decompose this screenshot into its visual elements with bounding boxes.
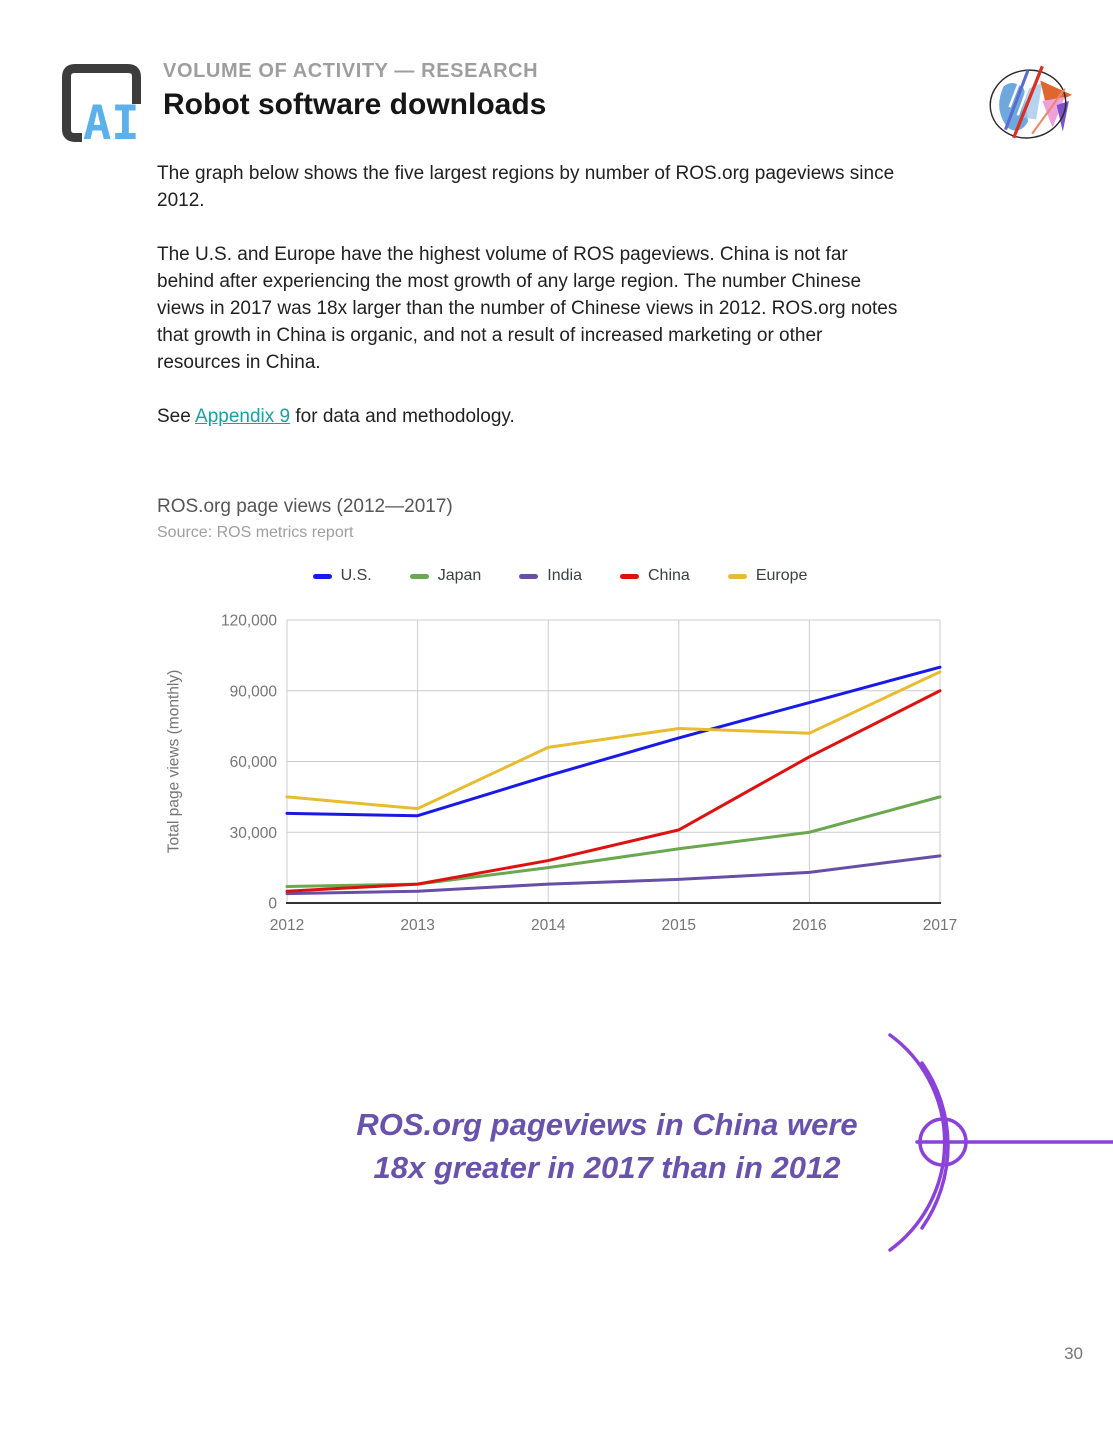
pull-quote-decoration-icon: [860, 1020, 1113, 1270]
legend-label-india: India: [547, 567, 582, 584]
paragraph-1: The graph below shows the five largest regions by number of ROS.org pageviews since 2012.: [157, 163, 895, 211]
pull-quote-line-2: 18x greater in 2017 than in 2012: [373, 1150, 841, 1185]
paragraph-3-after: for data and methodology.: [290, 406, 515, 427]
page-title: Robot software downloads: [163, 88, 547, 121]
legend-swatch-us: [313, 574, 332, 579]
x-tick-label: 2014: [530, 917, 566, 934]
legend-item-europe: [728, 567, 808, 585]
chart-source: Source: ROS metrics report: [157, 524, 354, 541]
series-line-japan: [287, 797, 940, 887]
chart-legend: [160, 567, 960, 585]
y-tick-label: 120,000: [220, 612, 277, 630]
paragraph-3: [157, 403, 907, 430]
legend-label-europe: Europe: [755, 567, 808, 584]
series-line-china: [287, 691, 940, 891]
intro-copy: [157, 160, 907, 457]
page-number: 30: [1064, 1344, 1083, 1363]
legend-label-us: U.S.: [340, 567, 372, 584]
brand-globe-logo-icon: [983, 56, 1073, 146]
legend-swatch-europe: [728, 574, 747, 579]
y-tick-label: 30,000: [229, 824, 277, 842]
legend-swatch-china: [620, 574, 639, 579]
section-eyebrow: VOLUME OF ACTIVITY — RESEARCH: [163, 60, 539, 82]
paragraph-2: The U.S. and Europe have the highest volume of ROS pageviews. China is not far behind after experiencing the most growth of any large region. The number Chinese views in 2017 was 18x larger than the number of Chinese views in 2012. ROS.org notes that growth in China is organic, and not a result of increased marketing or other resources in China.: [157, 244, 898, 373]
legend-label-china: China: [648, 567, 690, 584]
legend-swatch-japan: [410, 574, 429, 579]
y-tick-label: 0: [268, 895, 277, 913]
ai-logo-icon: [62, 64, 144, 144]
x-tick-label: 2013: [400, 917, 435, 934]
appendix-9-link[interactable]: Appendix 9: [195, 406, 291, 427]
x-tick-label: 2016: [792, 917, 827, 934]
y-tick-label: 60,000: [229, 754, 277, 771]
legend-label-japan: Japan: [437, 567, 482, 584]
x-tick-label: 2015: [661, 917, 697, 934]
x-tick-label: 2012: [269, 917, 305, 934]
x-tick-label: 2017: [922, 917, 958, 934]
ai-logo-text: AI: [83, 96, 140, 144]
legend-item-india: [519, 567, 582, 585]
paragraph-3-before: See: [157, 406, 196, 427]
legend-swatch-india: [519, 574, 538, 579]
legend-item-japan: [410, 567, 482, 585]
pull-quote-line-1: ROS.org pageviews in China were: [356, 1107, 858, 1142]
y-axis-title: Total page views (monthly): [165, 669, 183, 854]
series-line-india: [287, 856, 940, 894]
legend-item-us: [313, 567, 372, 585]
chart-title: ROS.org page views (2012—2017): [157, 496, 453, 517]
y-tick-label: 90,000: [229, 683, 277, 701]
line-chart: [160, 598, 960, 938]
legend-item-china: [620, 567, 690, 585]
